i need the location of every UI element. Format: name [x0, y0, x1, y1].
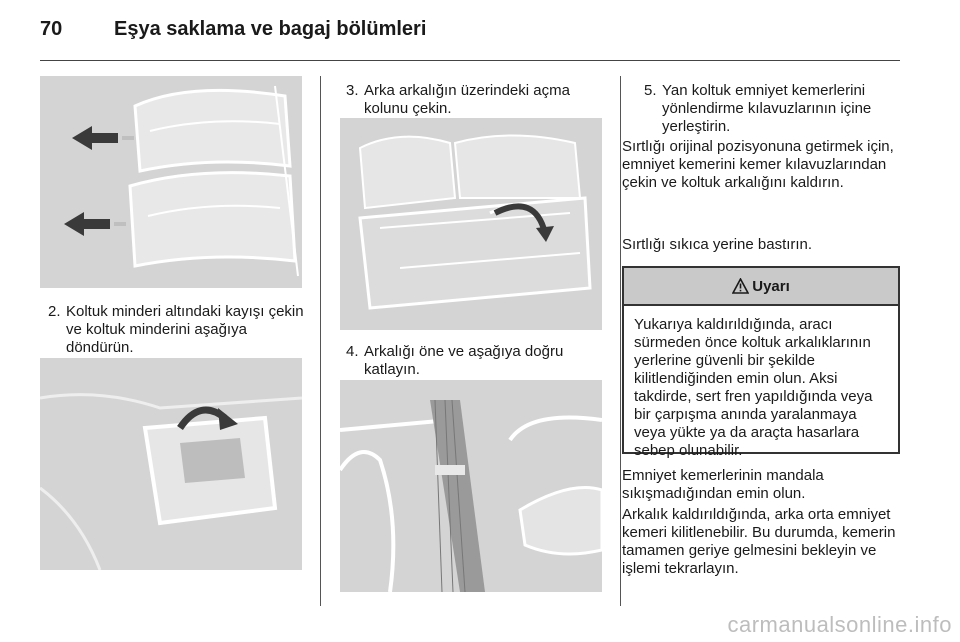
step-5-text: Yan koltuk emniyet kemerlerini yönlendirme kılavuzlarının içine yerleştirin. [662, 82, 872, 135]
header-rule [40, 60, 900, 61]
paragraph-belt-latch: Emniyet kemerlerinin mandala sıkışmadığından emin olun. [622, 467, 824, 502]
warning-title: Uyarı [752, 277, 790, 295]
figure-release-lever [340, 118, 602, 330]
paragraph-press-firmly: Sırtlığı sıkıca yerine bastırın. [622, 236, 813, 253]
step-5 [644, 82, 900, 136]
column-divider-left [320, 76, 321, 606]
paragraph-center-belt-lock: Arkalık kaldırıldığında, arka orta emniyet kemeri kilitlenebilir. Bu durumda, kemerin tamamen geriye gelmesini bekleyin ve işlemi tekrarlayın. [622, 506, 896, 577]
column-divider-right [620, 76, 621, 606]
warning-triangle-icon [732, 278, 749, 294]
step-3-number: 3. [346, 82, 359, 99]
figure-belt-guide [340, 380, 602, 592]
page-header [40, 18, 426, 48]
warning-header [624, 268, 898, 306]
warning-text: Yukarıya kaldırıldığında, aracı sürmeden önce koltuk arkalıklarının yerlerine güvenli bir şekilde kilitlendiğinden emin olun. Aksi takdirde, sert fren yapıldığında veya bir çarpışma anında yaralanmaya veya yükte ya da araçta hasarlara sebep olunabilir. [634, 316, 873, 459]
step-2-text: Koltuk minderi altındaki kayışı çekin ve koltuk minderini aşağıya döndürün. [66, 303, 304, 356]
step-3 [346, 82, 606, 118]
step-4 [346, 343, 606, 379]
step-2 [48, 303, 310, 357]
step-3-text: Arka arkalığın üzerindeki açma kolunu çekin. [364, 82, 570, 117]
step-4-text: Arkalığı öne ve aşağıya doğru katlayın. [364, 343, 564, 378]
watermark: carmanualsonline.info [727, 612, 952, 637]
paragraph-restore-position: Sırtlığı orijinal pozisyonuna getirmek için, emniyet kemerini kemer kılavuzlarından çekin ve koltuk arkalığını kaldırın. [622, 138, 894, 191]
figure-cushion-fold-down [40, 358, 302, 570]
step-5-number: 5. [644, 82, 657, 99]
page-title: Eşya saklama ve bagaj bölümleri [114, 18, 427, 40]
step-2-number: 2. [48, 303, 61, 320]
warning-box [622, 266, 900, 459]
page-number: 70 [40, 18, 63, 40]
step-4-number: 4. [346, 343, 359, 360]
figure-seat-cushion-pull [40, 76, 302, 288]
